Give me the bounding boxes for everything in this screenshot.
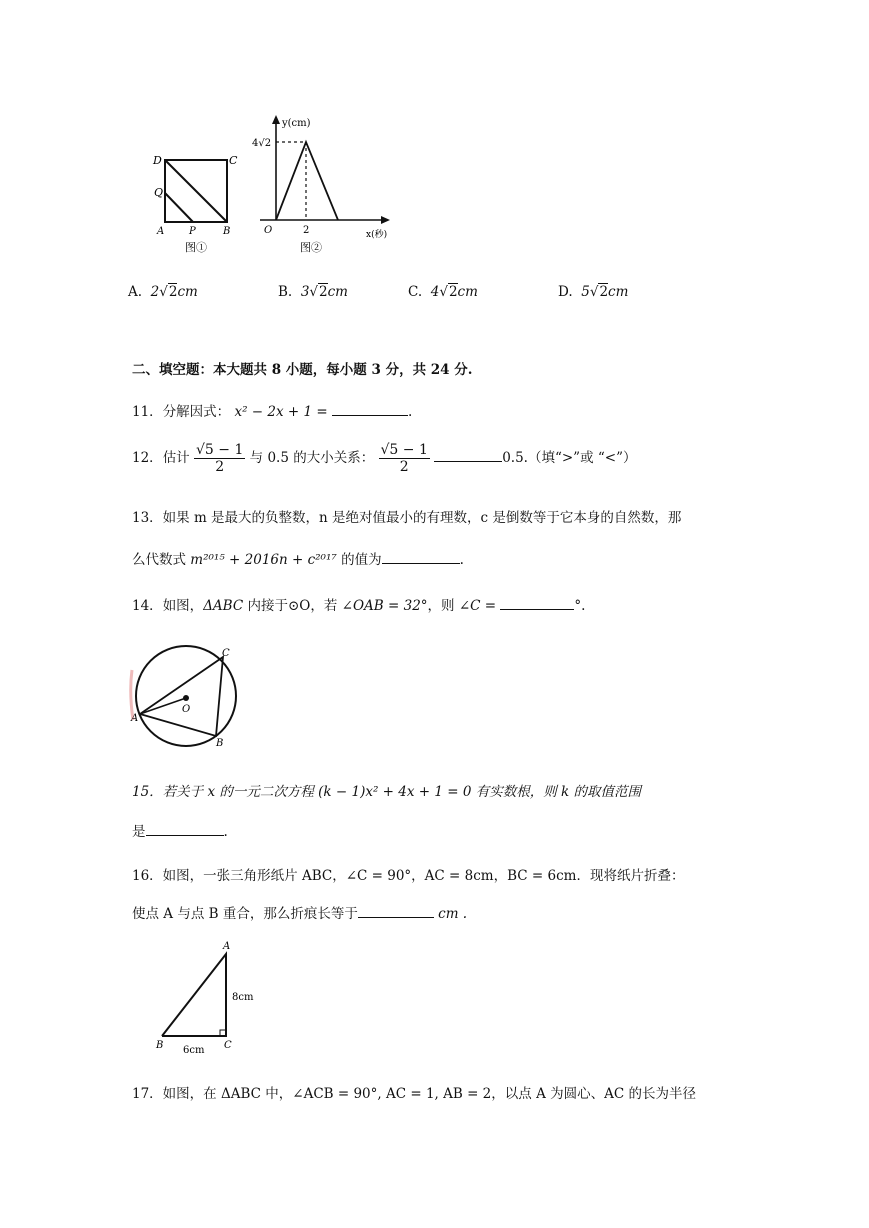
- x-tick-label: 2: [303, 225, 310, 236]
- circle-label-O: O: [182, 704, 191, 715]
- circle-label-B: B: [216, 738, 224, 749]
- figure-square: [145, 150, 245, 260]
- option-a: A. 2√2cm: [128, 284, 198, 300]
- tri-label-A: A: [223, 941, 231, 952]
- figure-circle: [128, 640, 248, 755]
- section-heading: 二、填空题：本大题共 8 小题，每小题 3 分，共 24 分.: [132, 362, 473, 378]
- answer-blank-13: [382, 549, 460, 564]
- question-14: 14．如图，ΔABC 内接于⊙O，若 ∠OAB = 32°，则 ∠C = °.: [132, 594, 585, 614]
- question-15-line-2: 是 .: [132, 820, 228, 840]
- question-15-line-1: 15．若关于 x 的一元二次方程 (k − 1)x² + 4x + 1 = 0 有实数根，则 k 的取值范围: [132, 784, 642, 800]
- label-B: B: [223, 226, 231, 237]
- label-C: C: [229, 154, 238, 167]
- label-A: A: [157, 226, 165, 237]
- tri-label-B: B: [156, 1040, 164, 1051]
- label-P: P: [189, 226, 196, 237]
- y-axis-label: y(cm): [282, 118, 311, 129]
- answer-blank-14: [500, 595, 574, 610]
- tri-label-C: C: [224, 1040, 232, 1051]
- fraction-1: $\frac{√5 - 1}{2}$: [195, 442, 244, 475]
- figure-caption-1: 图①: [185, 241, 207, 254]
- tri-side-ac: 8cm: [232, 992, 254, 1003]
- question-16-line-1: 16．如图，一张三角形纸片 ABC，∠C = 90°，AC = 8cm，BC = 6cm．现将纸片折叠：: [132, 868, 685, 884]
- option-c: C. 4√2cm: [408, 284, 478, 300]
- label-D: D: [153, 154, 162, 167]
- option-d: D. 5√2cm: [558, 284, 629, 300]
- origin-label: O: [264, 225, 273, 236]
- y-tick-label: 4√2: [252, 138, 272, 149]
- answer-blank-16: [358, 903, 434, 918]
- circle-label-C: C: [222, 648, 230, 659]
- option-b: B. 3√2cm: [278, 284, 348, 300]
- question-17-line-1: 17．如图，在 ΔABC 中，∠ACB = 90°, AC = 1, AB = 2，以点 A 为圆心、AC 的长为半径: [132, 1086, 696, 1102]
- answer-blank-11: [332, 401, 408, 416]
- question-16-line-2: 使点 A 与点 B 重合，那么折痕长等于 cm .: [132, 902, 467, 922]
- answer-blank-12: [434, 447, 502, 462]
- figure-graph: [250, 112, 400, 262]
- tri-side-bc: 6cm: [183, 1045, 205, 1056]
- question-11: 11．分解因式： x² − 2x + 1 = .: [132, 400, 412, 420]
- figure-caption-2: 图②: [300, 241, 322, 254]
- figure-right-triangle: [148, 936, 278, 1061]
- question-12: 12．估计 $\frac{√5 - 1}{2}$ 与 0.5 的大小关系： $\frac{√5 - 1}{2}$ 0.5.（填“>”或 “<”）: [132, 442, 637, 475]
- fraction-2: $\frac{√5 - 1}{2}$: [380, 442, 428, 475]
- circle-label-A: A: [131, 713, 139, 724]
- x-axis-label: x(秒): [366, 230, 388, 240]
- question-13-line-2: 么代数式 m²⁰¹⁵ + 2016n + c²⁰¹⁷ 的值为 .: [132, 548, 464, 568]
- label-Q: Q: [154, 186, 164, 199]
- answer-blank-15: [146, 821, 224, 836]
- question-13-line-1: 13．如果 m 是最大的负整数，n 是绝对值最小的有理数，c 是倒数等于它本身的自然数，那: [132, 510, 682, 526]
